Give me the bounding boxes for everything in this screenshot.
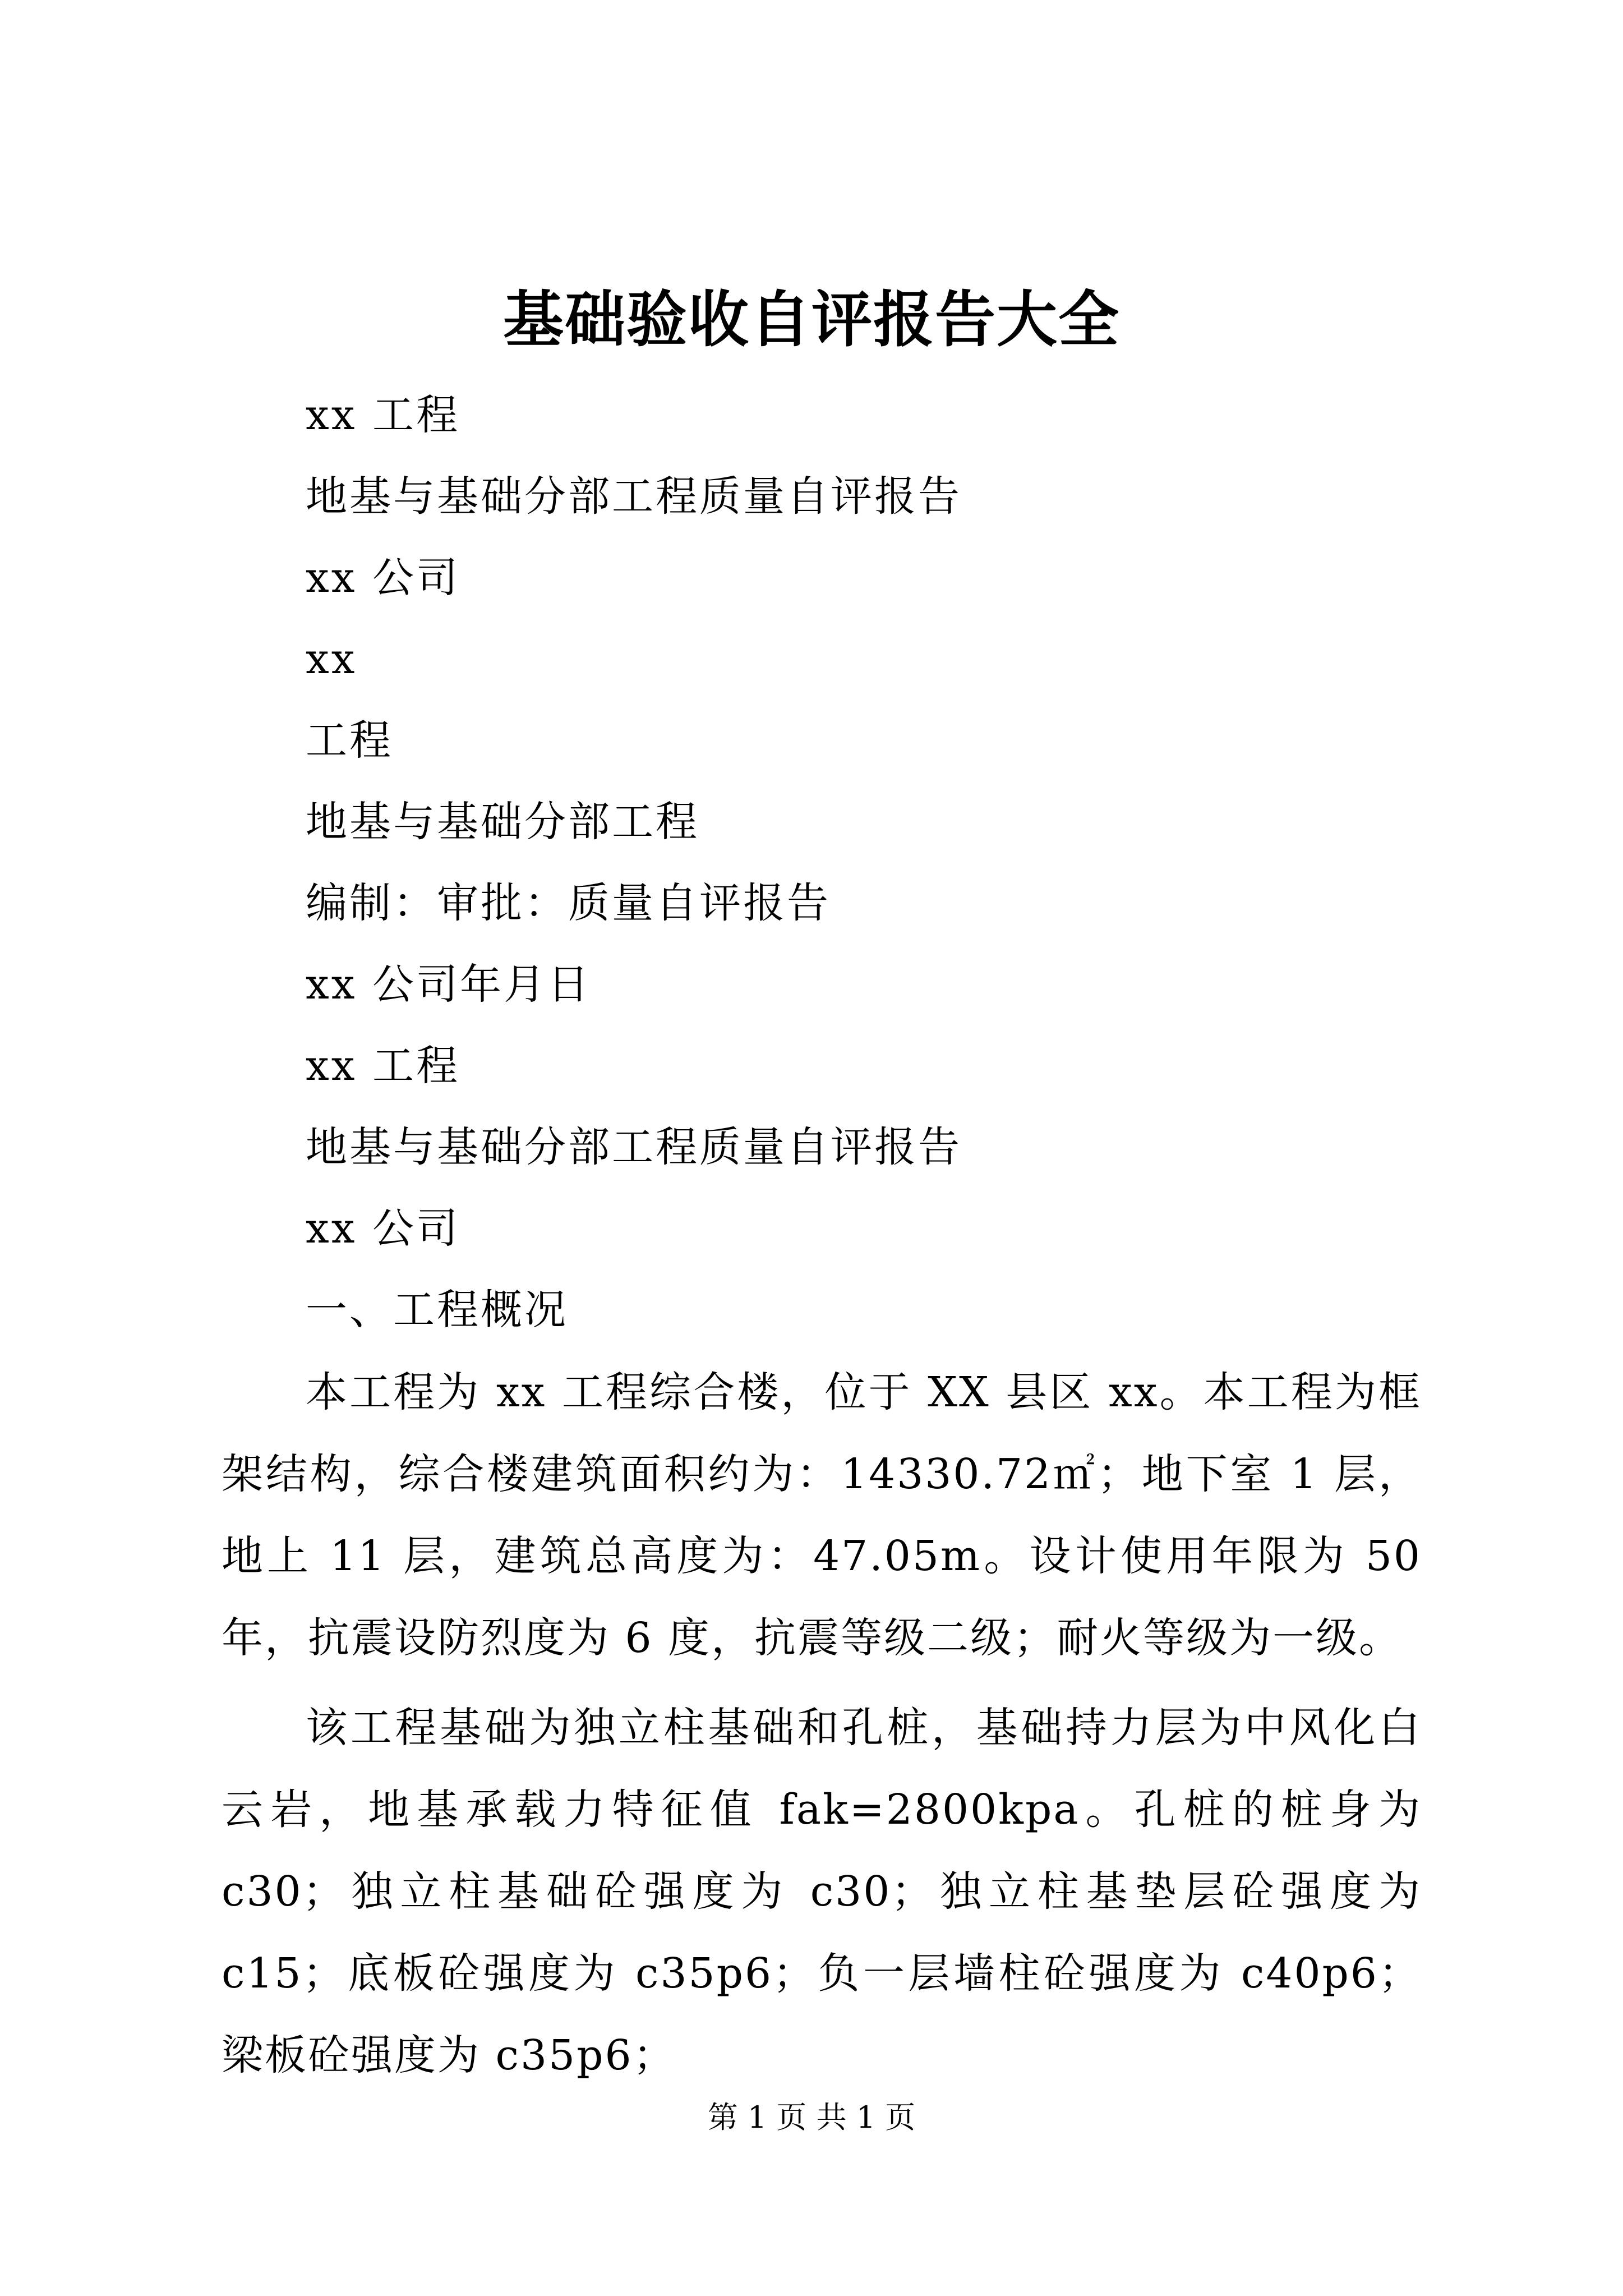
page-footer: 第 1 页 共 1 页: [707, 2100, 916, 2135]
text-line-subsection: 地基与基础分部工程: [306, 798, 699, 846]
text-line-company: xx 公司: [306, 554, 460, 602]
text-line-company-date: xx 公司年月日: [306, 960, 591, 1009]
paragraph-foundation-details: 该工程基础为独立柱基础和孔桩，基础持力层为中风化白云岩，地基承载力特征值 fak=2800kpa。孔桩的桩身为 c30；独立柱基础砼强度为 c30；独立柱基垫层砼强度为 c15；底板砼强度为 c35p6；负一层墙柱砼强度为 c40p6；梁板砼强度为 c35p6；: [222, 1704, 1422, 2079]
document-title: 基础验收自评报告大全: [502, 284, 1120, 355]
text-line-compiled-approved: 编制：审批：质量自评报告: [306, 879, 831, 927]
text-line-xx: xx: [306, 635, 357, 683]
text-line-report-title: 地基与基础分部工程质量自评报告: [306, 472, 962, 521]
text-line-project-name-2: xx 工程: [306, 1042, 460, 1090]
paragraph-project-overview: 本工程为 xx 工程综合楼，位于 XX 县区 xx。本工程为框架结构，综合楼建筑面积约为：14330.72㎡；地下室 1 层，地上 11 层，建筑总高度为：47.05m。设计使用年限为 50 年，抗震设防烈度为 6 度，抗震等级二级；耐火等级为一级。: [222, 1368, 1422, 1662]
text-line-project: 工程: [306, 716, 393, 765]
text-line-report-title-2: 地基与基础分部工程质量自评报告: [306, 1123, 962, 1171]
text-line-project-name: xx 工程: [306, 391, 460, 439]
section-heading-overview: 一、工程概况: [306, 1286, 568, 1334]
text-line-company-2: xx 公司: [306, 1204, 460, 1253]
